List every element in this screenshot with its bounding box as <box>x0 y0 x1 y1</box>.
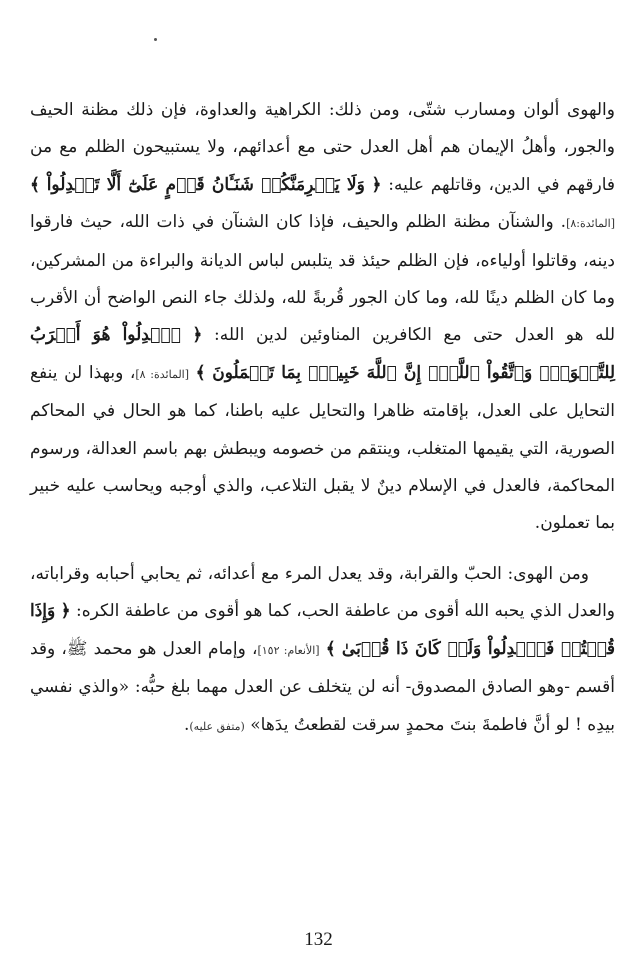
verse-reference: [الأنعام: ١٥٢] <box>257 643 320 657</box>
quran-bracket-close: ﴾ <box>195 362 206 383</box>
text-run: ، وبهذا لن ينفع التحايل على العدل، بإقامته ظاهرا والتحايل عليه باطنا، كما هو الحال في المحاكم الصورية، التي يقيمها المتغلب، وينتقم من خصومه ويبطش بهم باسم العدالة، ورسوم المحاكمة، فالعدل في الإسلام دينٌ لا يقبل التلاعب، والذي أوجبه ويحاسب عليه خبير بما تعملون. <box>30 362 615 534</box>
quran-bracket-open: ﴿ <box>371 174 382 195</box>
quran-verse: وَلَا يَجۡرِمَنَّكُمۡ شَنَـَٔانُ قَوۡمٍ عَلَىٰٓ أَلَّا تَعۡدِلُواْ <box>46 174 365 195</box>
quran-verse: وَإِذَا قُلۡتُمۡ فَٱعۡدِلُواْ وَلَوۡ كَانَ ذَا قُرۡبَىٰ <box>30 601 615 659</box>
text-run: والهوى ألوان ومسارب شتّى، ومن ذلك: الكراهية والعداوة، فإن ذلك مظنة الحيف والجور، وأهلُ الإيمان هم أهل العدل حتى مع أعدائهم، ولا يستبيحون الظلم مع من فارقهم في الدين، وقاتلهم عليه: <box>30 100 615 195</box>
quran-bracket-close: ﴾ <box>325 638 336 659</box>
quran-verse: ٱعۡدِلُواْ هُوَ أَقۡرَبُ لِلتَّقۡوَىٰۖ وَٱتَّقُواْ ٱللَّهَۚ إِنَّ ٱللَّهَ خَبِيرُۢ بِمَا تَعۡمَلُونَ <box>30 325 616 383</box>
page-number: 132 <box>304 929 333 950</box>
quran-bracket-open: ﴿ <box>192 325 203 346</box>
paragraph-hawa-hatred <box>30 92 615 543</box>
text-run: . والشنآن مظنة الظلم والحيف، فإذا كان الشنآن في ذات الله، حيث فارقوا دينه، وقاتلوا أولياءه، فإن الظلم حيئذ قد يتلبس لباس الديانة والبراءة من المشركين، وما كان الظلم دينًا لله، وما كان الجور قُربةً لله، ولذلك جاء النص الواضح أن الأقرب لله هو العدل حتى مع الكافرين المناوئين لدين الله: <box>30 212 615 346</box>
page-top-mark <box>154 38 157 41</box>
text-run: ، وإمام العدل هو محمد ﷺ، وقد أقسم -وهو الصادق المصدوق- أنه لن يتخلف عن العدل مهما بلغ حبُّه: «والذي نفسي بيدِه ! لو أنَّ فاطمةَ بنتَ محمدٍ سرقت لقطعتُ يدَها» <box>30 638 615 735</box>
text-run: . <box>183 714 190 735</box>
text-run: ومن الهوى: الحبّ والقرابة، وقد يعدل المرء مع أعدائه، ثم يحابي أحبابه وقراباته، والعدل الذي يحبه الله أقوى من عاطفة الحب، كما هو أقوى من عاطفة الكره: <box>30 563 616 622</box>
verse-reference: [المائدة: ٨] <box>135 367 190 381</box>
quran-bracket-open: ﴿ <box>60 601 71 622</box>
quran-bracket-close: ﴾ <box>30 174 40 195</box>
page-body <box>30 92 615 745</box>
hadith-reference: (متفق عليه) <box>189 719 245 733</box>
verse-reference: [المائدة:٨] <box>566 217 615 231</box>
paragraph-hawa-love <box>30 556 615 745</box>
